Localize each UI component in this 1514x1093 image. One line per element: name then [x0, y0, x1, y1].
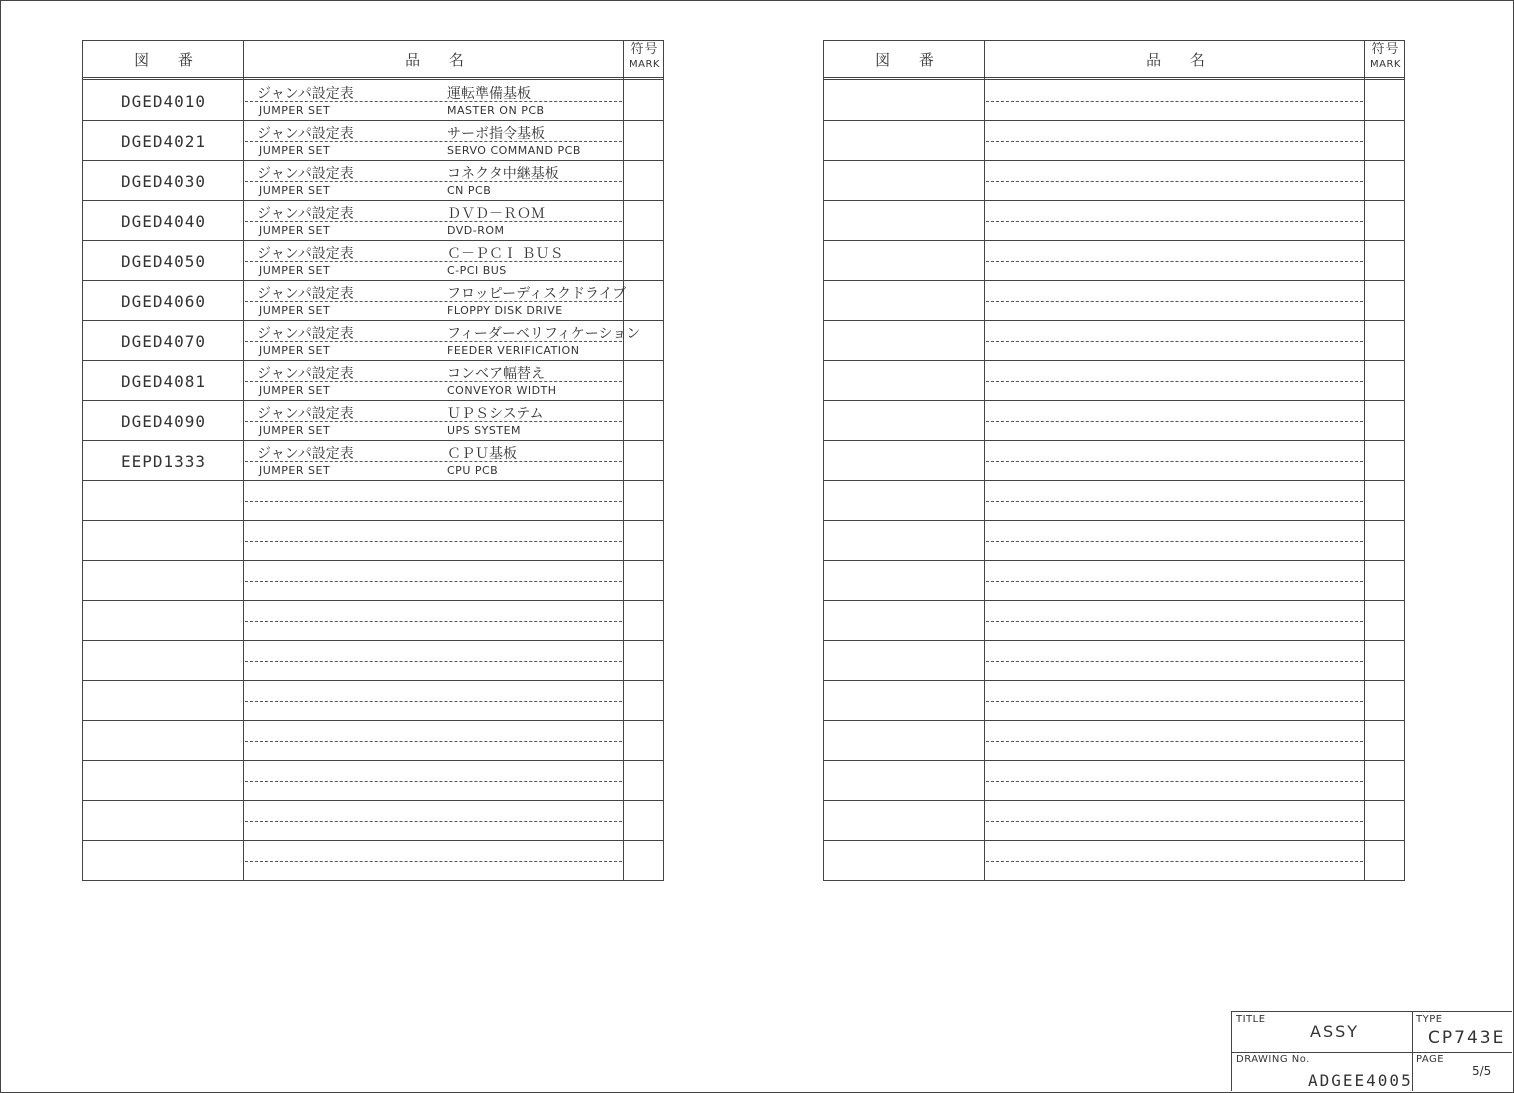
table-row	[83, 241, 663, 281]
row-dashed-line	[986, 501, 1363, 502]
header-mark-jp: 符号	[630, 42, 659, 57]
row-dashed-line	[986, 261, 1363, 262]
part-name-en: JUMPER SET	[259, 304, 331, 317]
header-mark	[1365, 41, 1406, 79]
table-row	[824, 481, 1404, 521]
part-subname-jp: ＤＶＤ－ＲＯＭ	[447, 206, 545, 222]
table-row	[83, 121, 663, 161]
row-dashed-line	[245, 701, 622, 702]
table-row	[83, 201, 663, 241]
title-label: TITLE	[1236, 1014, 1266, 1025]
page-value: 5/5	[1472, 1064, 1492, 1078]
part-number: DGED4060	[120, 291, 207, 311]
table-row	[824, 401, 1404, 441]
part-name-jp: ジャンパ設定表	[257, 366, 354, 382]
row-dashed-line	[245, 661, 622, 662]
part-name-jp: ジャンパ設定表	[257, 326, 354, 342]
table-row	[83, 361, 663, 401]
part-subname-jp: ＣＰＵ基板	[447, 446, 517, 462]
table-row	[83, 521, 663, 561]
row-dashed-line	[986, 661, 1363, 662]
table-row	[824, 761, 1404, 801]
table-row	[824, 121, 1404, 161]
table-row	[83, 681, 663, 721]
part-subname-jp: フィーダーベリフィケーション	[447, 326, 641, 342]
table-row	[83, 441, 663, 481]
row-dashed-line	[245, 861, 622, 862]
row-dashed-line	[986, 821, 1363, 822]
table-row	[83, 281, 663, 321]
row-dashed-line	[986, 381, 1363, 382]
row-dashed-line	[986, 621, 1363, 622]
table-row	[83, 481, 663, 521]
part-name-jp: ジャンパ設定表	[257, 406, 354, 422]
table-row	[83, 761, 663, 801]
row-dashed-line	[986, 301, 1363, 302]
type-label: TYPE	[1416, 1014, 1443, 1025]
part-subname-en: CPU PCB	[447, 464, 499, 477]
part-subname-en: C-PCI BUS	[447, 264, 507, 277]
part-subname-en: FLOPPY DISK DRIVE	[447, 304, 563, 317]
title-value: ASSY	[1310, 1022, 1360, 1041]
row-dashed-line	[986, 421, 1363, 422]
part-number: DGED4050	[120, 251, 207, 271]
row-dashed-line	[245, 581, 622, 582]
row-dashed-line	[986, 581, 1363, 582]
table-row	[83, 801, 663, 841]
part-subname-jp: コンベア幅替え	[447, 366, 545, 382]
part-subname-en: UPS SYSTEM	[447, 424, 522, 437]
table-row	[824, 841, 1404, 881]
part-number: DGED4081	[120, 371, 207, 391]
row-dashed-line	[245, 741, 622, 742]
part-name-en: JUMPER SET	[259, 464, 331, 477]
table-header	[824, 41, 1404, 80]
table-row	[824, 441, 1404, 481]
part-subname-en: FEEDER VERIFICATION	[447, 344, 580, 357]
table-row	[824, 321, 1404, 361]
part-name-en: JUMPER SET	[259, 144, 331, 157]
table-row	[824, 721, 1404, 761]
header-mark-jp: 符号	[1371, 42, 1400, 57]
header-number: 図 番	[134, 50, 205, 69]
row-dashed-line	[986, 541, 1363, 542]
part-subname-en: CN PCB	[447, 184, 492, 197]
part-subname-jp: 運転準備基板	[447, 86, 531, 102]
row-dashed-line	[986, 221, 1363, 222]
table-row	[824, 801, 1404, 841]
part-name-en: JUMPER SET	[259, 424, 331, 437]
header-mark-en: MARK	[1370, 59, 1401, 70]
row-dashed-line	[986, 141, 1363, 142]
table-row	[83, 161, 663, 201]
table-row	[824, 641, 1404, 681]
title-block	[1231, 1011, 1512, 1091]
part-number: EEPD1333	[120, 451, 207, 471]
part-name-jp: ジャンパ設定表	[257, 86, 354, 102]
drawing-number-value: ADGEE4005	[1308, 1071, 1413, 1090]
row-dashed-line	[986, 741, 1363, 742]
table-row	[824, 81, 1404, 121]
row-dashed-line	[986, 701, 1363, 702]
table-row	[83, 81, 663, 121]
part-name-jp: ジャンパ設定表	[257, 286, 354, 302]
part-name-jp: ジャンパ設定表	[257, 246, 354, 262]
part-number: DGED4040	[120, 211, 207, 231]
table-row	[83, 601, 663, 641]
table-row	[824, 161, 1404, 201]
row-dashed-line	[986, 101, 1363, 102]
part-subname-jp: サーボ指令基板	[447, 126, 545, 142]
part-name-en: JUMPER SET	[259, 264, 331, 277]
table-row	[83, 841, 663, 881]
part-number: DGED4090	[120, 411, 207, 431]
part-name-en: JUMPER SET	[259, 184, 331, 197]
table-row	[83, 401, 663, 441]
parts-list-right	[823, 40, 1405, 881]
part-subname-en: CONVEYOR WIDTH	[447, 384, 557, 397]
drawing-number-label: DRAWING No.	[1236, 1054, 1310, 1065]
row-dashed-line	[245, 821, 622, 822]
row-dashed-line	[245, 541, 622, 542]
part-name-en: JUMPER SET	[259, 224, 331, 237]
row-dashed-line	[986, 181, 1363, 182]
table-row	[83, 721, 663, 761]
part-name-jp: ジャンパ設定表	[257, 126, 354, 142]
part-subname-jp: コネクタ中継基板	[447, 166, 559, 182]
row-dashed-line	[986, 781, 1363, 782]
table-row	[824, 601, 1404, 641]
row-dashed-line	[986, 461, 1363, 462]
part-subname-en: SERVO COMMAND PCB	[447, 144, 581, 157]
part-name-en: JUMPER SET	[259, 384, 331, 397]
part-name-jp: ジャンパ設定表	[257, 166, 354, 182]
page-label: PAGE	[1416, 1054, 1445, 1065]
table-row	[824, 521, 1404, 561]
part-name-en: JUMPER SET	[259, 104, 331, 117]
table-row	[83, 641, 663, 681]
table-header	[83, 41, 663, 80]
part-subname-en: MASTER ON PCB	[447, 104, 545, 117]
table-row	[83, 321, 663, 361]
part-name-jp: ジャンパ設定表	[257, 446, 354, 462]
table-row	[824, 361, 1404, 401]
table-row	[824, 241, 1404, 281]
table-row	[824, 201, 1404, 241]
part-subname-jp: Ｃ－ＰＣＩ ＢＵＳ	[447, 246, 564, 262]
table-row	[824, 561, 1404, 601]
part-subname-jp: ＵＰＳシステム	[447, 406, 544, 422]
part-number: DGED4021	[120, 131, 207, 151]
header-number: 図 番	[875, 50, 946, 69]
header-mark	[624, 41, 665, 79]
part-subname-en: DVD-ROM	[447, 224, 505, 237]
table-row	[824, 281, 1404, 321]
header-name: 品 名	[1146, 50, 1217, 69]
row-dashed-line	[986, 861, 1363, 862]
table-row	[83, 561, 663, 601]
header-name: 品 名	[405, 50, 476, 69]
part-name-en: JUMPER SET	[259, 344, 331, 357]
table-row	[824, 681, 1404, 721]
parts-list-left	[82, 40, 664, 881]
row-dashed-line	[245, 621, 622, 622]
row-dashed-line	[986, 341, 1363, 342]
row-dashed-line	[245, 501, 622, 502]
part-subname-jp: フロッピーディスクドライブ	[447, 286, 627, 302]
type-value: CP743E	[1428, 1028, 1506, 1048]
part-name-jp: ジャンパ設定表	[257, 206, 354, 222]
part-number: DGED4030	[120, 171, 207, 191]
part-number: DGED4070	[120, 331, 207, 351]
part-number: DGED4010	[120, 91, 207, 111]
header-mark-en: MARK	[629, 59, 660, 70]
row-dashed-line	[245, 781, 622, 782]
